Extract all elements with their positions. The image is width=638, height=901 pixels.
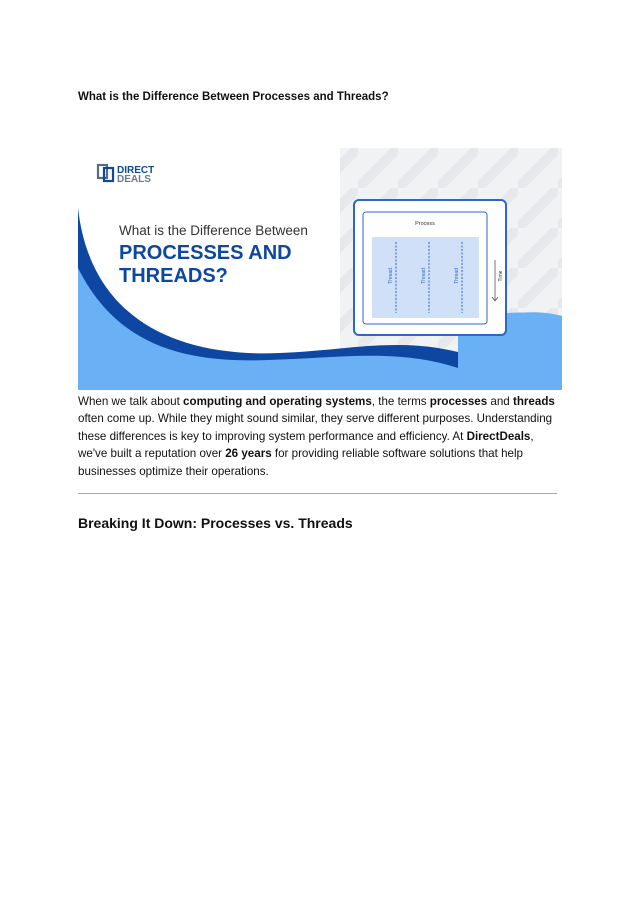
- intro-paragraph: [78, 393, 564, 480]
- logo-text-deals: DEALS: [117, 174, 151, 185]
- section-heading: Breaking It Down: Processes vs. Threads: [78, 515, 353, 531]
- horizontal-divider: [78, 493, 557, 494]
- banner-heading-line1: PROCESSES AND: [119, 242, 292, 264]
- direct-deals-logo: [98, 165, 154, 185]
- intro-text: and: [487, 395, 513, 408]
- intro-text: , the terms: [371, 395, 430, 408]
- intro-bold-term: processes: [429, 395, 488, 408]
- intro-bold-term: threads: [512, 395, 555, 408]
- intro-text: often come up. While they might sound similar, they serve different purposes. Understanding these differences is key to improving system performance and efficiency. At: [78, 412, 553, 443]
- process-label: Process: [415, 221, 435, 227]
- intro-bold-term: 26 years: [225, 447, 272, 461]
- banner-heading-line2: THREADS?: [119, 265, 228, 287]
- hero-banner-image: [78, 148, 562, 390]
- intro-bold-term: computing and operating systems: [183, 395, 372, 408]
- thread-label-3: Thread: [454, 268, 460, 284]
- intro-text: , we've built a reputation over: [78, 429, 534, 461]
- intro-bold-term: DirectDeals: [466, 429, 531, 443]
- logo-text-direct: DIRECT: [117, 165, 155, 176]
- page-title: What is the Difference Between Processes and Threads?: [78, 91, 389, 103]
- process-diagram: [354, 200, 506, 335]
- thread-label-2: Thread: [421, 268, 427, 284]
- time-label: Time: [498, 270, 504, 282]
- intro-text: for providing reliable software solutions that help businesses optimize their operations.: [78, 447, 523, 478]
- thread-label-1: Thread: [388, 268, 394, 284]
- intro-text: When we talk about: [78, 395, 184, 408]
- banner-subheading: What is the Difference Between: [119, 223, 308, 238]
